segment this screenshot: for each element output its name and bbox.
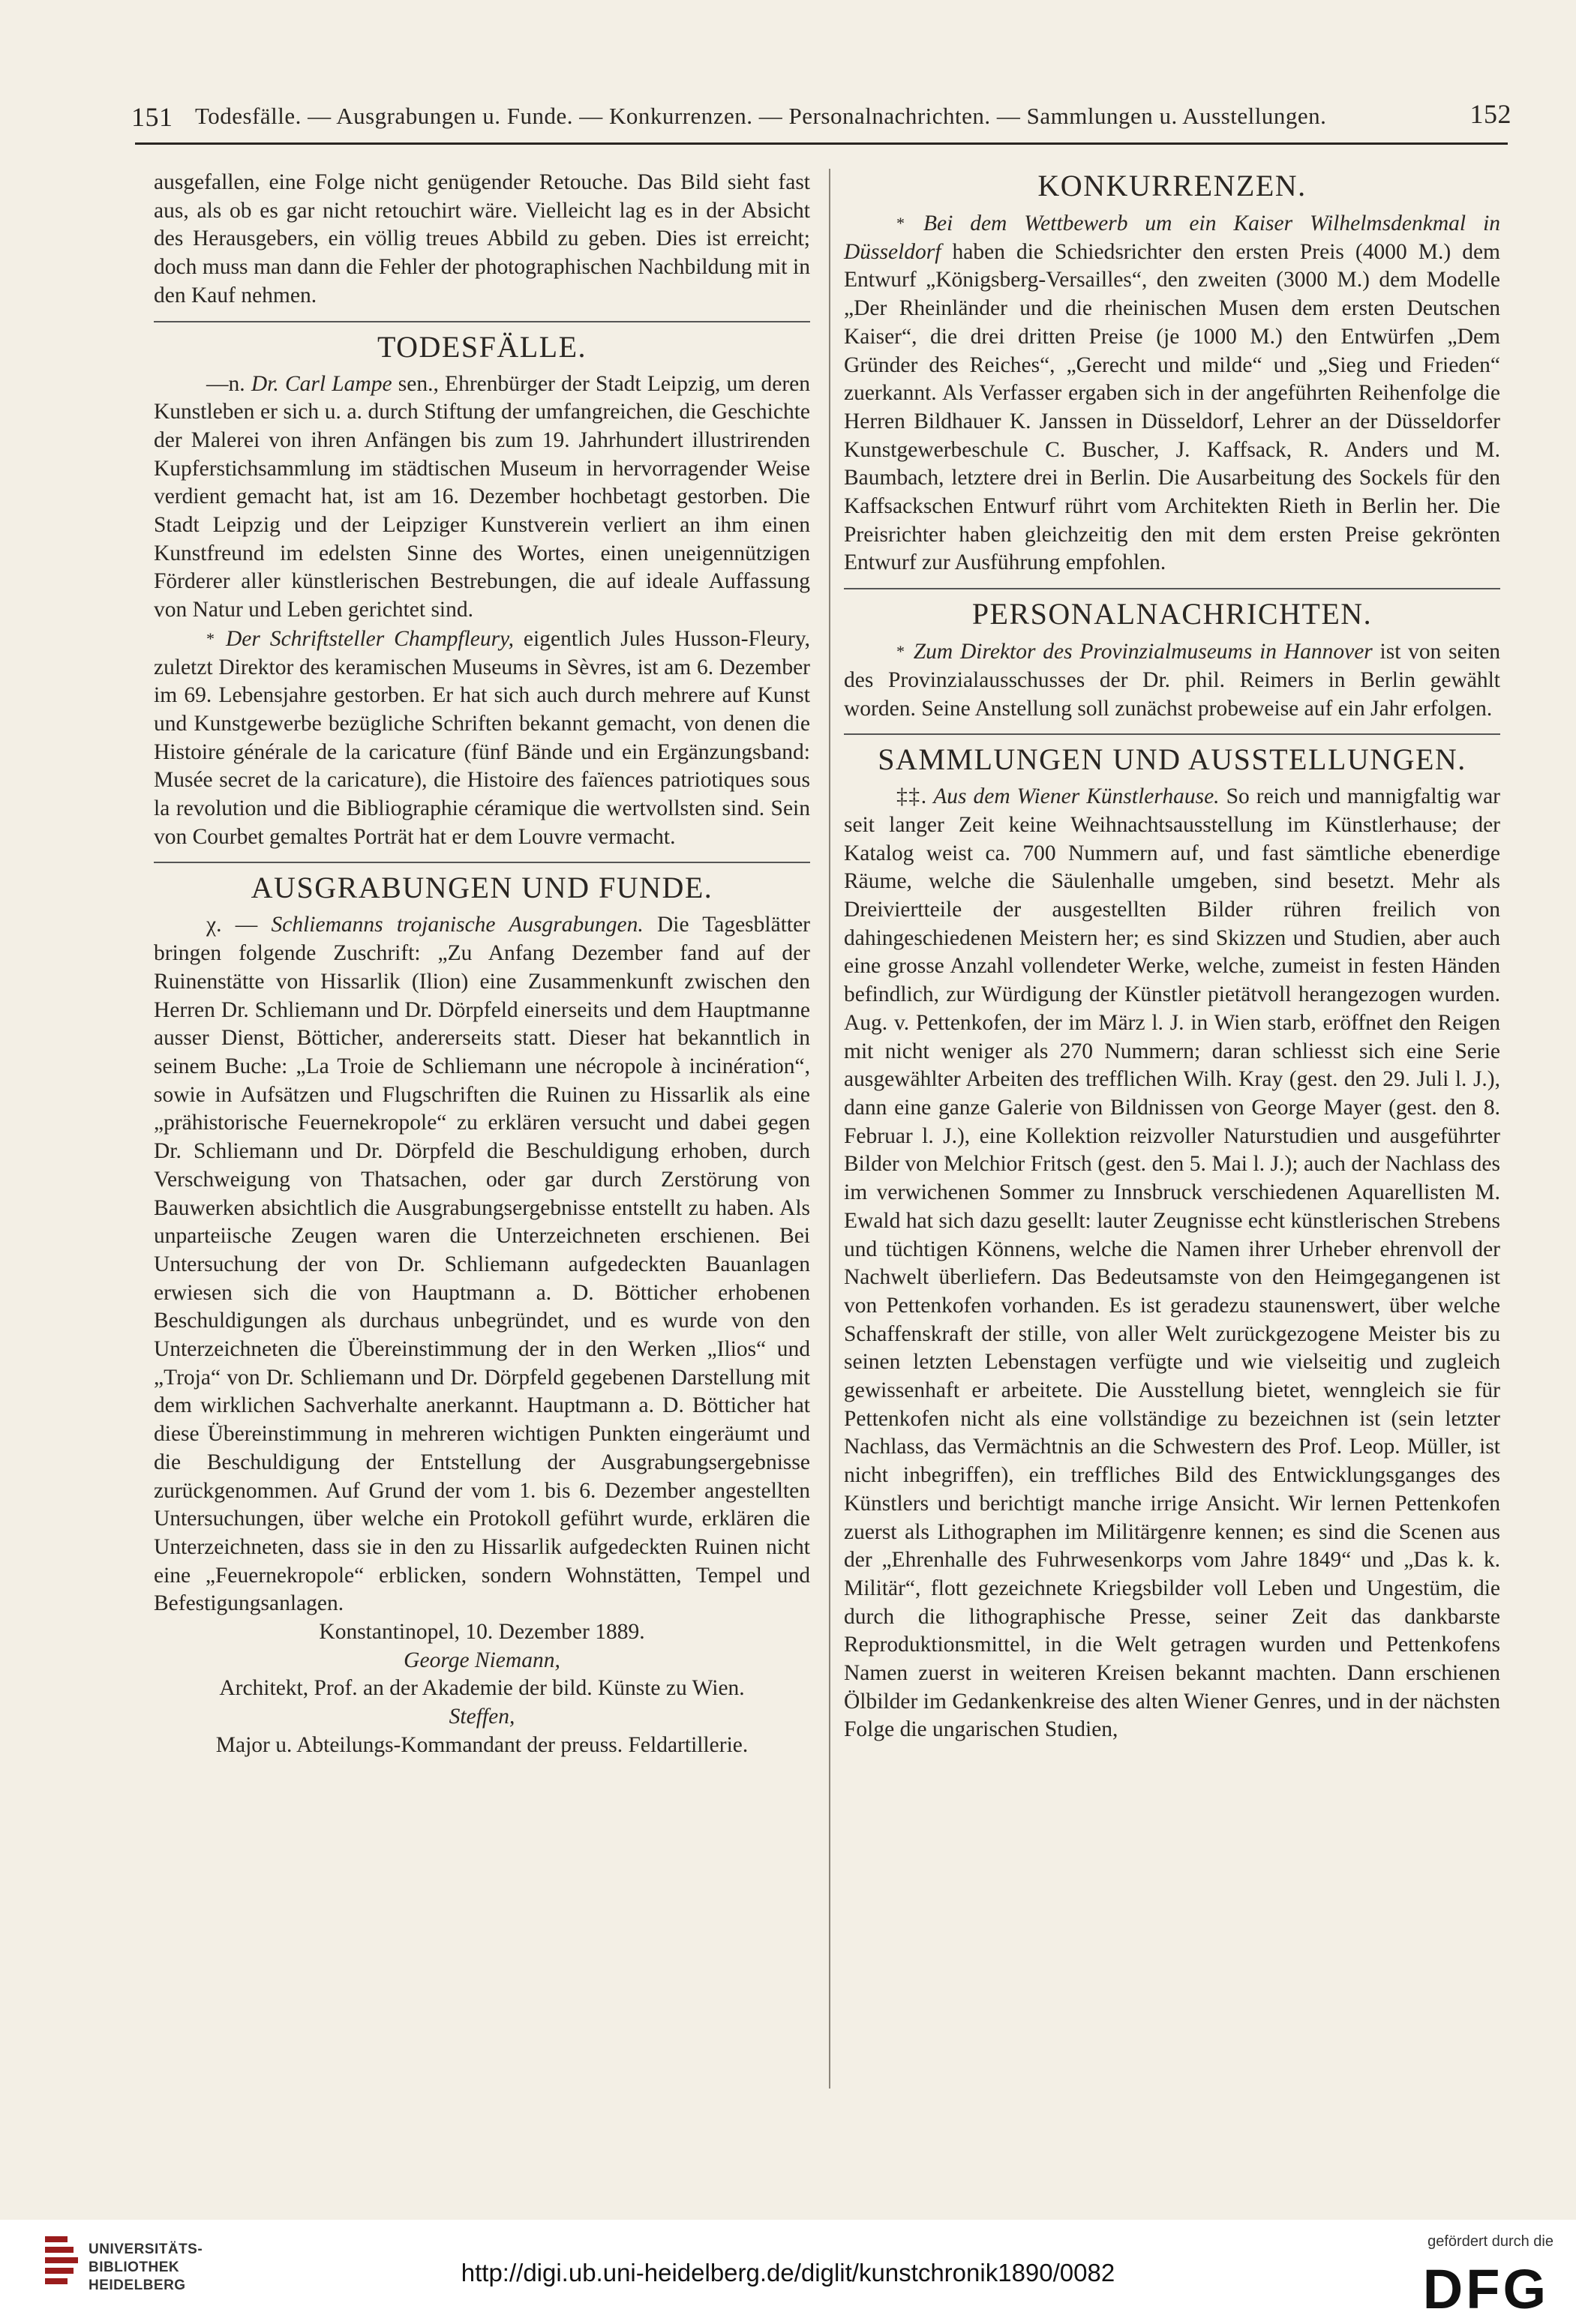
asterism: * <box>206 628 216 648</box>
sammlungen-article: ‡‡. Aus dem Wiener Künstlerhause. So reich und mannigfaltig war seit langer Zeit keine Weihnachtsausstellung im Künstlerhause; der Katalog weist ca. 700 Nummern auf, und fast sämtliche ebenerdige Räume, welche die Säulenhalle umgeben, sind besetzt. Mehr als Dreiviertteile der ausgestellten Bilder rühren freilich von dahingeschiedenen Meistern her; es sind Skizzen und Studien, aber auch eine grosse Anzahl vollendeter Werke, welche, zumeist in festen Händen befindlich, zur Würdigung der Künstler pietätvoll herangezogen wurden. Aug. v. Pettenkofen, der im März l. J. in Wien starb, eröffnet den Reigen mit nicht weniger als 270 Nummern; daran schliesst sich eine Serie ausgewählter Arbeiten des trefflichen Wilh. Kray (gest. den 29. Juli l. J.), dann eine ganze Galerie von Bildnissen von George Mayer (gest. den 8. Februar l. J.), eine Kollektion reizvoller Naturstudien und ausgeführter Bilder von Melchior Fritsch (gest. den 5. Mai l. J.); auch der Nachlass des im verwichenen Sommer zu Innsbruck verschiedenen Aquarellisten M. Ewald hat sich dazu gesellt: lauter Zeugnisse echt künstlerischen Strebens und tüchtigen Könnens, welche die Namen ihrer Urheber ehrenvoll der Nachwelt überliefern. Das Bedeutsamste von den Heimgegangenen ist von Pettenkofen vorhanden. Es ist geradezu staunenswert, über welche Schaffenskraft der stille, von aller Welt zurückgezogene Meister bis zu seinen letzten Lebenstagen verfügte und wie vielseitig und zugleich gewissenhaft er arbeitete. Die Ausstellung bietet, wenngleich sie für Pettenkofen nicht als eine vollständige zu bezeichnen ist (sein letzter Nachlass, das Vermächtnis an die Schwestern des Prof. Leop. Müller, ist nicht inbegriffen), ein treffliches Bild des Entwicklungsganges des Künstlers und berichtigt manche irrige Ansicht. Wir lernen Pettenkofen zuerst als Lithographen im Militärgenre kennen; es sind die Scenen aus der „Ehrenhalle des Fuhrwesenkorps vom Jahre 1849“ und „Das k. k. Militär“, flott gezeichnete Kriegsbilder voll Leben und Ungestüm, die durch die lithographische Presse, seiner Zeit das dankbarste Reproduktionsmittel, in die Welt getragen wurden und Pettenkofens Namen zuerst in weiteren Kreisen bekannt machten. Dann erschienen Ölbilder im Gedankenkreise des alten Wiener Genres, und in der nächsten Folge die ungarischen Studien, <box>844 784 1501 1742</box>
right-column <box>844 169 1500 1744</box>
signature-niemann-title: Architekt, Prof. an der Akademie der bild. Künste zu Wien. <box>219 1676 745 1701</box>
page-number-right: 152 <box>1469 99 1511 129</box>
signature-steffen-title: Major u. Abteilungs-Kommandant der preuss. Feldartillerie. <box>215 1732 749 1757</box>
name-champfleury: Der Schriftsteller Champfleury, <box>225 626 514 651</box>
asterism: * <box>896 214 906 232</box>
section-heading-personalnachrichten: PERSONALNACHRICHTEN. <box>844 588 1500 631</box>
running-header <box>131 94 1511 139</box>
article-title-schliemann: Schliemanns trojanische Ausgrabungen. <box>271 913 644 937</box>
column-divider <box>829 169 830 2089</box>
personal-article: * Zum Direktor des Provinzialmuseums in Hannover ist von seiten des Provinzialausschusses der Dr. phil. Reimers in Berlin gewählt worden. Seine Anstellung soll zunächst probeweise auf ein Jahr erfolgen. <box>844 640 1500 721</box>
asterism: * <box>896 642 906 661</box>
left-column <box>154 169 810 1760</box>
article-title-direktor: Zum Direktor des Provinzialmuseums in Hannover <box>913 640 1373 664</box>
running-header-title: Todesfälle. — Ausgrabungen u. Funde. — Konkurrenzen. — Personalnachrichten. — Sammlungen u. Ausstellungen. <box>195 103 1327 129</box>
sponsor-label: gefördert durch die <box>1427 2233 1553 2250</box>
section-heading-ausgrabungen: AUSGRABUNGEN UND FUNDE. <box>154 862 810 905</box>
section-heading-todesfaelle: TODESFÄLLE. <box>154 321 810 364</box>
place-date: Konstantinopel, 10. Dezember 1889. <box>319 1620 645 1645</box>
schliemann-article: χ. — Schliemanns trojanische Ausgrabungen. Die Tagesblätter bringen folgende Zuschrift: „Zu Anfang Dezember fand auf der Ruinenstätte von Hissarlik (Ilion) eine Zusammenkunft zwischen den Herren Dr. Schliemann und Dr. Dörpfeld einerseits und dem Hauptmanne ausser Dienst, Bötticher, andererseits statt. Dieser hat bekanntlich in seinem Buche: „La Troie de Schliemann une nécropole à incinération“, sowie in Aufsätzen und Flugschriften die Ruinen zu Hissarlik als eine „prähistorische Feuernekropole“ zu erklären versucht und dabei gegen Dr. Schliemann und Dr. Dörpfeld die Beschuldigung erhoben, durch Verschweigung von Thatsachen, oder gar durch Zerstörung von Bauwerken absichtlich die Ausgrabungsergebnisse entstellt zu haben. Als unparteiische Zeugen waren die Unterzeichneten erschienen. Bei Untersuchung der von Dr. Schliemann aufgedeckten Bauanlagen erwiesen sich die von Hauptmann a. D. Bötticher erhobenen Beschuldigungen als durchaus unbegründet, und es wurde von den Unterzeichneten die Übereinstimmung der in den Werken „Ilios“ und „Troja“ von Dr. Schliemann und Dr. Dörpfeld gegebenen Darstellung mit dem wirklichen Sachverhalte anerkannt. Hauptmann a. D. Bötticher hat diese Übereinstimmung in mehreren wichtigen Punkten eingeräumt und die Beschuldigung der Entstellung der Ausgrabungsergebnisse zurückgenommen. Auf Grund der vom 1. bis 6. Dezember angestellten Untersuchungen, über welche ein Protokoll geführt wurde, erklären die Unterzeichneten, dass sie in den zu Hissarlik aufgedeckten Ruinen nicht eine „Feuernekropole“ erblicken, sondern Wohnstätten, Tempel und Befestigungsanlagen. <box>154 913 811 1616</box>
section-heading-konkurrenzen: KONKURRENZEN. <box>1037 169 1307 202</box>
page-number-left: 151 <box>131 102 173 132</box>
obituary-champfleury: * Der Schriftsteller Champfleury, eigentlich Jules Husson-Fleury, zuletzt Direktor des keramischen Museums in Sèvres, ist am 6. Dezember im 69. Lebensjahre gestorben. Er hat sich auch durch mehrere auf Kunst und Kunstgewerbe bezügliche Schriften bekannt gemacht, von denen die Histoire générale de la caricature (fünf Bände und ein Ergänzungsband: Musée secret de la caricature), die Histoire des faïences patriotiques sous la revolution und die Bibliographie céramique die wertvollsten sind. Sein von Courbet gemaltes Porträt hat er dem Louvre vermacht. <box>154 626 810 849</box>
name-lampe: Dr. Carl Lampe <box>251 371 392 396</box>
institution-name: UNIVERSITÄTS- BIBLIOTHEK HEIDELBERG <box>89 2242 203 2293</box>
obituary-lampe: —n. Dr. Carl Lampe sen., Ehrenbürger der Stadt Leipzig, um deren Kunstleben er sich u. a. durch Stiftung der umfangreichen, die Geschichte der Malerei von ihren Anfängen bis zum 19. Jahrhundert illustrirenden Kupferstichsammlung im städtischen Museum in hervorragender Weise verdient gemacht hat, ist am 16. Dezember hochbetagt gestorben. Die Stadt Leipzig und der Leipziger Kunstverein verliert an ihm einen Kunstfreund im edelsten Sinne des Wortes, einen uneigennützigen Förderer aller künstlerischen Bestrebungen, die auf ideale Auffassung von Natur und Leben gerichtet sind. <box>154 371 810 622</box>
intro-paragraph: ausgefallen, eine Folge nicht genügender Retouche. Das Bild sieht fast aus, als ob es gar nicht retouchirt wäre. Vielleicht lag es in der Absicht des Herausgebers, ein völlig treues Abbild zu geben. Dies ist erreicht; doch muss man dann die Fehler der photographischen Nachbildung mit in den Kauf nehmen. <box>154 170 810 307</box>
dfg-logo: DFG <box>1422 2258 1549 2320</box>
section-heading-sammlungen: SAMMLUNGEN UND AUSSTELLUNGEN. <box>844 733 1500 777</box>
signature-steffen: Steffen, <box>449 1705 515 1729</box>
signature-niemann: George Niemann, <box>404 1648 560 1672</box>
permalink-url[interactable]: http://digi.ub.uni-heidelberg.de/diglit/kunstchronik1890/0082 <box>461 2259 1115 2287</box>
article-title-wettbewerb: Bei dem Wettbewerb um ein Kaiser Wilhelmsdenkmal in Düsseldorf <box>844 211 1501 264</box>
header-rule <box>135 142 1508 145</box>
article-title-kuenstlerhaus: Aus dem Wiener Künstlerhause. <box>933 784 1220 809</box>
konkurrenz-article: * Bei dem Wettbewerb um ein Kaiser Wilhelmsdenkmal in Düsseldorf haben die Schiedsrichter den ersten Preis (4000 M.) dem Entwurf „Königsberg-Versailles“, den zweiten (3000 M.) dem Modelle „Der Rheinländer und die rheinischen Musen dem ersten Deutschen Kaiser“, die drei dritten Preise (je 1000 M.) den Entwürfen „Dem Gründer des Reiches“, „Gerecht und milde“ und „Sieg und Frieden“ zuerkannt. Als Verfasser ergaben sich in der angeführten Reihenfolge die Herren Bildhauer K. Janssen in Düsseldorf, Lehrer an der Düsseldorfer Kunstgewerbeschule C. Buscher, J. Kaffsack, R. Anders und M. Baumbach, letztere drei in Berlin. Die Ausarbeitung des Sockels für den Kaffsackschen Entwurf rührt vom Architekten Rieth in Berlin her. Die Preisrichter haben gleichzeitig den mit dem ersten Preise gekrönten Entwurf zur Ausführung empfohlen. <box>844 211 1501 575</box>
digitization-footer <box>0 2220 1576 2324</box>
